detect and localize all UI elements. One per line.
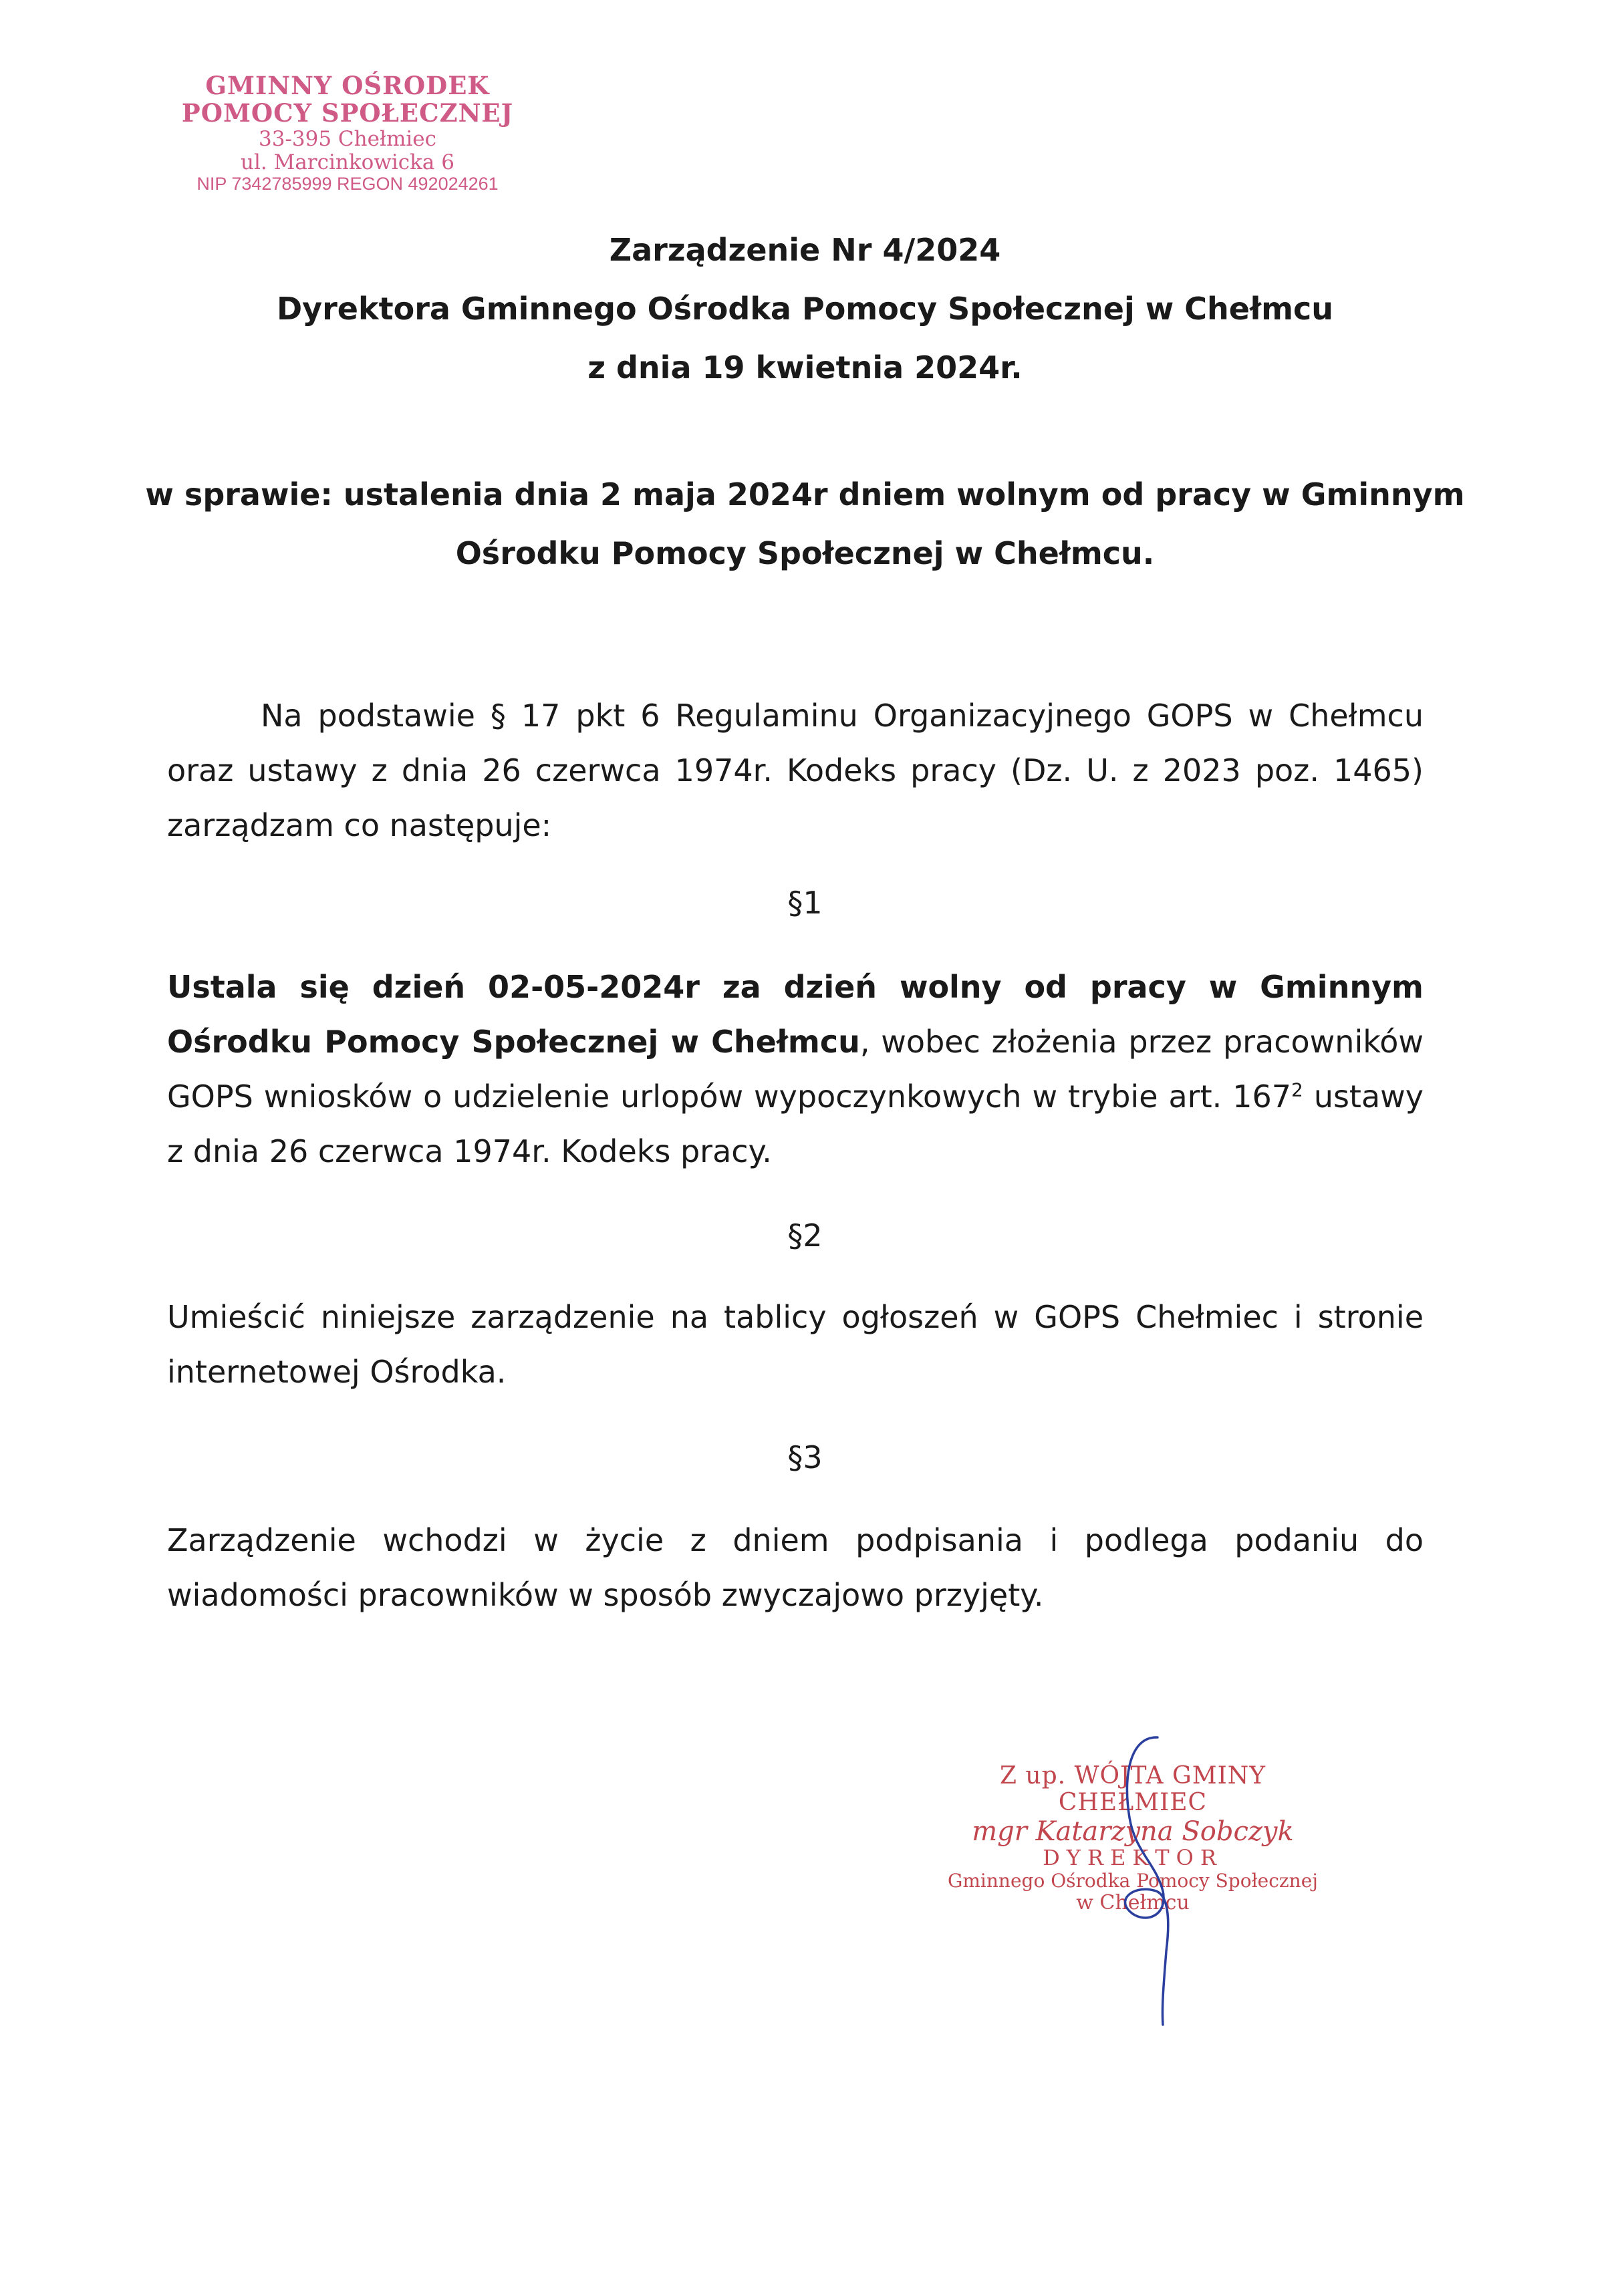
stamp-line-nip-regon: NIP 7342785999 REGON 492024261: [196, 174, 499, 194]
stamp-line-name-1: GMINNY OŚRODEK: [205, 71, 490, 100]
director-stamp-institution: Gminnego Ośrodka Pomocy Społecznej: [948, 1870, 1318, 1892]
section-mark-2: §2: [787, 1217, 823, 1254]
handwritten-signature: [1083, 1724, 1190, 2031]
document-subject: [0, 465, 1610, 583]
title-line-date: z dnia 19 kwietnia 2024r.: [587, 349, 1023, 386]
director-stamp-role: DYREKTOR: [1043, 1845, 1223, 1871]
section-2-text: Umieścić niniejsze zarządzenie na tablicy ogłoszeń w GOPS Chełmiec i stronie internetowej Ośrodka.: [167, 1299, 1424, 1390]
subject-line-1: w sprawie: ustalenia dnia 2 maja 2024r dniem wolnym od pracy w Gminnym: [145, 476, 1465, 513]
section-3-paragraph: [167, 1513, 1424, 1622]
title-line-number: Zarządzenie Nr 4/2024: [609, 232, 1001, 268]
section-mark-1: §1: [787, 885, 823, 921]
stamp-line-street: ul. Marcinkowicka 6: [241, 150, 454, 174]
section-1-text: , wobec złożenia przez pracowników GOPS wniosków o udzielenie urlopów wypoczynkowych w trybie art. 167: [167, 1024, 1424, 1115]
section-1-superscript: 2: [1291, 1079, 1303, 1101]
stamp-line-postal: 33-395 Chełmiec: [258, 126, 437, 151]
section-mark-3: §3: [787, 1439, 823, 1475]
preamble-text: Na podstawie § 17 pkt 6 Regulaminu Organizacyjnego GOPS w Chełmcu oraz ustawy z dnia 26 czerwca 1974r. Kodeks pracy (Dz. U. z 2023 poz. 1465) zarządzam co następuje:: [167, 698, 1424, 843]
stamp-line-name-2: POMOCY SPOŁECZNEJ: [181, 98, 514, 128]
title-line-issuer: Dyrektora Gminnego Ośrodka Pomocy Społecznej w Chełmcu: [276, 291, 1334, 327]
preamble-paragraph: [167, 688, 1424, 853]
section-2-paragraph: [167, 1290, 1424, 1399]
director-stamp-name: mgr Katarzyna Sobczyk: [972, 1816, 1294, 1847]
director-stamp-location: w Chełmcu: [1076, 1890, 1190, 1914]
section-1-paragraph: [167, 960, 1424, 1179]
subject-line-2: Ośrodku Pomocy Społecznej w Chełmcu.: [455, 535, 1155, 571]
section-1-text-end: ustawy z dnia 26 czerwca 1974r. Kodeks pracy.: [167, 1079, 1424, 1169]
document-title: [0, 221, 1610, 397]
institution-stamp: [160, 72, 535, 194]
section-3-text: Zarządzenie wchodzi w życie z dniem podpisania i podlega podaniu do wiadomości pracowników w sposób zwyczajowo przyjęty.: [167, 1522, 1424, 1613]
director-stamp-authority: Z up. WÓJTA GMINY CHEŁMIEC: [999, 1762, 1266, 1817]
section-1-bold-text: Ustala się dzień 02-05-2024r za dzień wolny od pracy w Gminnym Ośrodku Pomocy Społecznej w Chełmcu: [167, 969, 1424, 1060]
